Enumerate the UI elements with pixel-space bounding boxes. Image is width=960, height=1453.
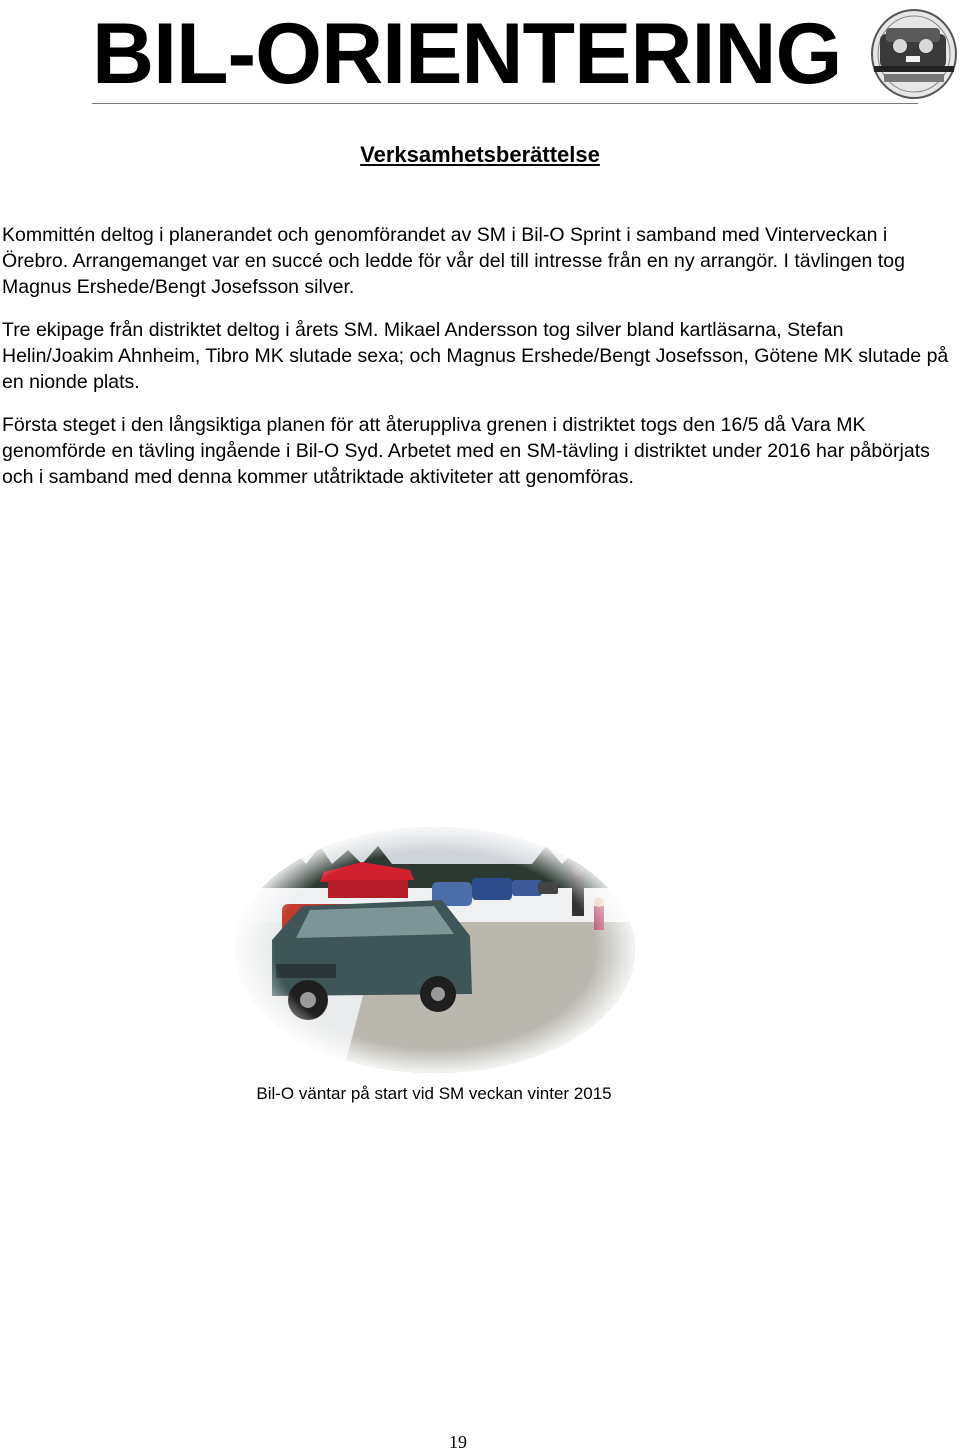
event-photo <box>232 824 638 1076</box>
event-photo-image <box>232 824 638 1076</box>
rally-car-logo-icon <box>866 4 958 102</box>
paragraph-3: Första steget i den långsiktiga planen för att återuppliva grenen i distriktet togs den 16/5 då Vara MK genomförde en tävling ingående i Bil-O Syd. Arbetet med en SM-tävling i distriktet under 2016 har påbörjats och i samband med denna kommer utåtriktade aktiviteter att genomföras. <box>2 414 930 488</box>
header-divider <box>92 103 918 104</box>
section-title: Verksamhetsberättelse <box>360 142 600 167</box>
page-header-title: BIL-ORIENTERING <box>92 6 842 102</box>
photo-caption: Bil-O väntar på start vid SM veckan vinter 2015 <box>256 1084 612 1103</box>
paragraph-1: Kommittén deltog i planerandet och genomförandet av SM i Bil-O Sprint i samband med Vinterveckan i Örebro. Arrangemanget var en succé och ledde för vår del till intresse från en ny arrangör. I tävlingen tog Magnus Ershede/Bengt Josefsson silver. <box>2 224 905 298</box>
body-text <box>2 222 952 507</box>
paragraph-2: Tre ekipage från distriktet deltog i årets SM. Mikael Andersson tog silver bland kartläsarna, Stefan Helin/Joakim Ahnheim, Tibro MK slutade sexa; och Magnus Ershede/Bengt Josefsson, Götene MK slutade på en nionde plats. <box>2 319 949 393</box>
page-number: 19 <box>449 1432 467 1452</box>
